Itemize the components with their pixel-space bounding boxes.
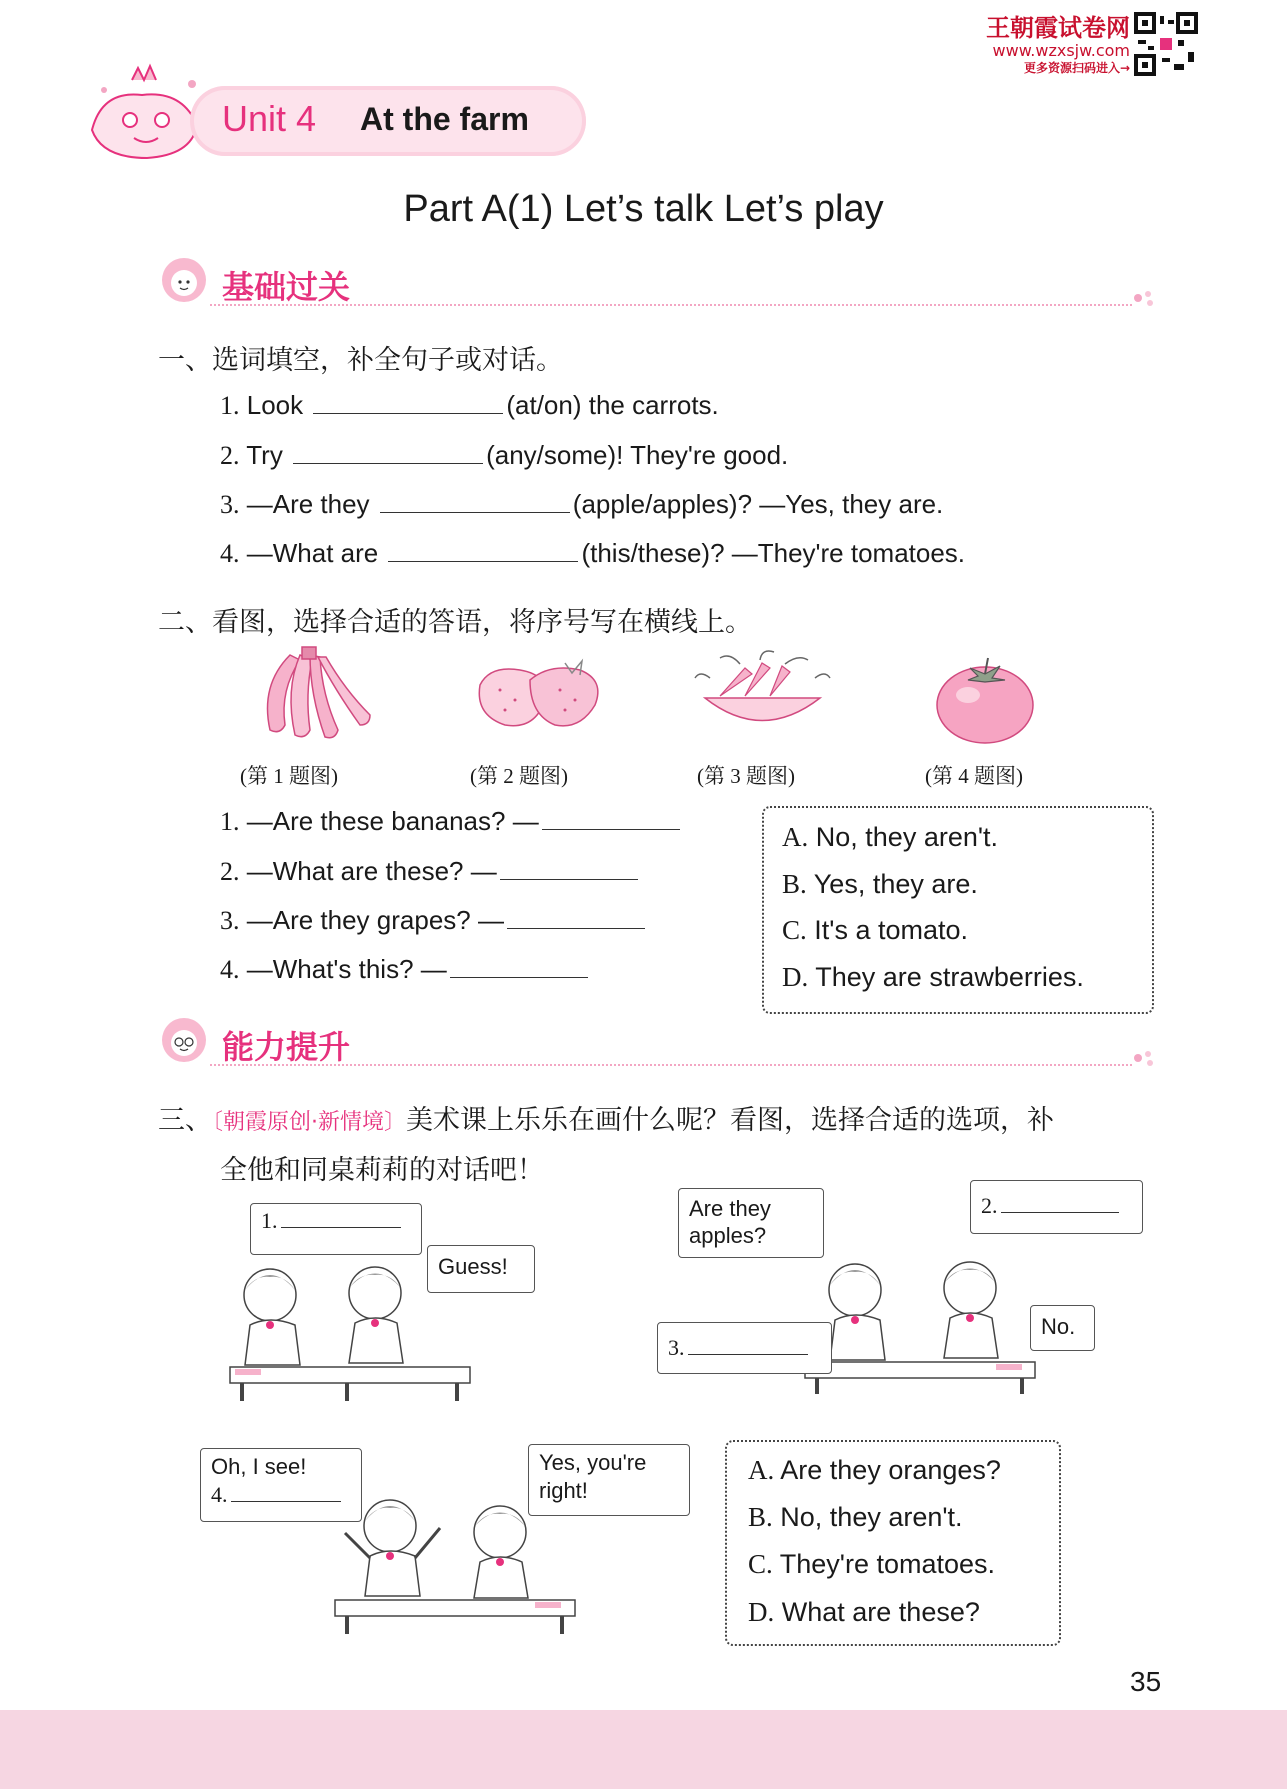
dots-decoration-icon (1132, 1048, 1158, 1068)
bananas-icon (250, 645, 380, 745)
picture-caption-2: (第 2 题图) (470, 764, 568, 788)
q2-option-c: C. It's a tomato. (782, 915, 969, 945)
kids-drawing-scene-2-icon (800, 1248, 1040, 1398)
unit-number: Unit 4 (222, 98, 317, 139)
answer-blank[interactable] (688, 1353, 808, 1355)
q1-item-1: 1. Look (at/on) the carrots. (220, 390, 719, 420)
tomato-icon (930, 650, 1040, 745)
girl-avatar-icon (160, 256, 208, 304)
q3-heading-line1: 三、〔朝霞原创·新情境〕美术课上乐乐在画什么呢？看图，选择合适的选项，补 (158, 1105, 1054, 1136)
page-number: 35 (1130, 1666, 1162, 1697)
answer-blank[interactable] (450, 976, 588, 978)
answer-blank[interactable] (231, 1500, 341, 1502)
picture-caption-4: (第 4 题图) (925, 764, 1023, 788)
section-title-basic: 基础过关 (222, 268, 351, 306)
answer-blank[interactable] (500, 878, 638, 880)
speech-bubble-yes: Yes, you're right! (528, 1444, 690, 1516)
q1-heading: 一、选词填空，补全句子或对话。 (158, 345, 563, 376)
q1-item-2: 2. Try (any/some)! They're good. (220, 440, 789, 470)
q2-option-b: B. Yes, they are. (782, 869, 978, 899)
speech-bubble-4: Oh, I see! 4. (200, 1448, 362, 1522)
section-divider (210, 304, 1132, 306)
brand-name: 王朝霞试卷网 (986, 14, 1130, 42)
answer-blank[interactable] (1001, 1211, 1119, 1213)
answer-blank[interactable] (281, 1226, 401, 1228)
bottom-band (0, 1710, 1287, 1789)
q1-item-3: 3. —Are they (apple/apples)? —Yes, they are. (220, 489, 944, 519)
source-tag: 〔朝霞原创·新情境〕 (212, 1110, 406, 1135)
q3-option-c: C. They're tomatoes. (748, 1549, 996, 1579)
q3-option-b: B. No, they aren't. (748, 1502, 963, 1532)
unit-title: At the farm (360, 101, 529, 137)
q2-option-d: D. They are strawberries. (782, 962, 1084, 992)
brand-block (960, 14, 1130, 76)
answer-blank[interactable] (507, 927, 645, 929)
q2-item-1: 1. —Are these bananas? — (220, 806, 683, 837)
q2-item-2: 2. —What are these? — (220, 856, 641, 887)
answer-blank[interactable] (380, 511, 570, 513)
qr-code-icon[interactable] (1134, 12, 1198, 76)
carrots-icon (690, 648, 835, 743)
speech-bubble-2: 2. (970, 1180, 1143, 1234)
section-divider (210, 1064, 1132, 1066)
q2-option-a: A. No, they aren't. (782, 822, 999, 852)
part-title: Part A(1) Let’s talk Let’s play (403, 188, 884, 230)
speech-bubble-guess: Guess! (427, 1245, 535, 1293)
q3-option-d: D. What are these? (748, 1597, 980, 1627)
speech-bubble-1: 1. (250, 1203, 422, 1255)
q1-item-4: 4. —What are (this/these)? —They're tomatoes. (220, 538, 966, 568)
speech-bubble-no: No. (1030, 1305, 1095, 1351)
speech-bubble-3: 3. (657, 1322, 832, 1374)
strawberries-icon (470, 655, 610, 735)
picture-caption-1: (第 1 题图) (240, 764, 338, 788)
picture-caption-3: (第 3 题图) (697, 764, 795, 788)
teacher-avatar-icon (160, 1016, 208, 1064)
section-title-advanced: 能力提升 (222, 1028, 351, 1066)
answer-blank[interactable] (388, 560, 578, 562)
answer-blank[interactable] (542, 828, 680, 830)
speech-bubble-apples: Are they apples? (678, 1188, 824, 1258)
q2-item-4: 4. —What's this? — (220, 954, 591, 985)
q2-item-3: 3. —Are they grapes? — (220, 905, 648, 936)
q3-option-a: A. Are they oranges? (748, 1455, 1001, 1485)
q2-heading: 二、看图，选择合适的答语，将序号写在横线上。 (158, 607, 752, 638)
dots-decoration-icon (1132, 288, 1158, 308)
q3-heading-line2: 全他和同桌莉莉的对话吧！ (220, 1155, 544, 1186)
answer-blank[interactable] (313, 412, 503, 414)
brand-hint: 更多资源扫码进入→ (1023, 61, 1130, 75)
brand-url[interactable]: www.wzxsjw.com (992, 41, 1130, 60)
answer-blank[interactable] (293, 462, 483, 464)
